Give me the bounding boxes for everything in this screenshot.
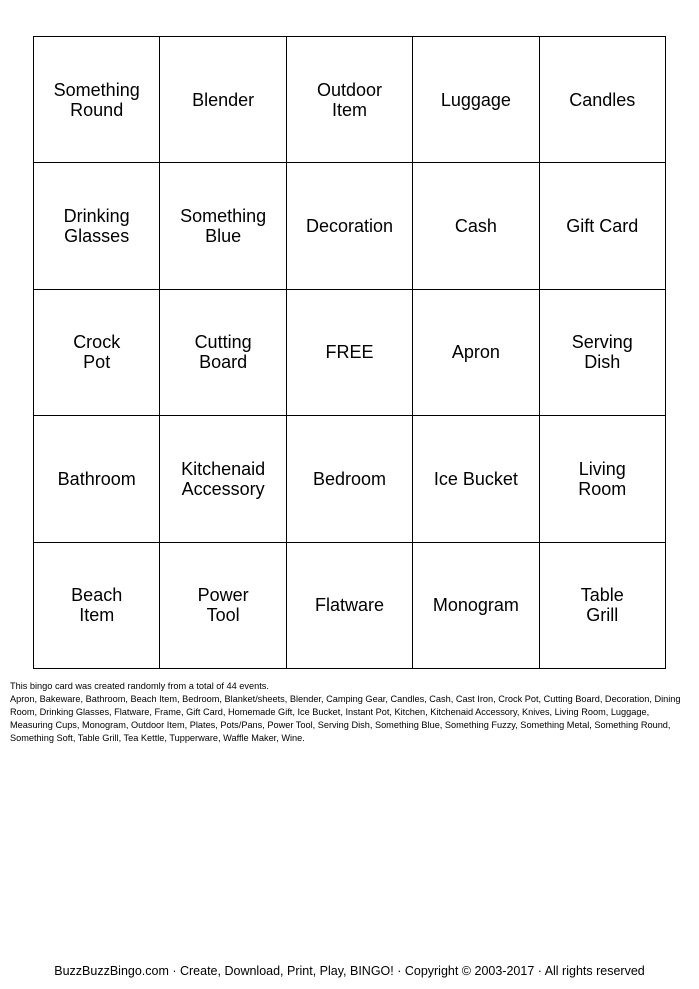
bingo-cell-r2c1: Drinking Glasses [34,163,160,289]
bingo-cell-r5c4: Monogram [413,543,539,669]
bingo-cell-r3c2: Cutting Board [160,290,286,416]
bingo-cell-r4c1: Bathroom [34,416,160,542]
bingo-cell-r3c5: Serving Dish [540,290,666,416]
bingo-cell-r3c1: Crock Pot [34,290,160,416]
bingo-cell-r1c4: Luggage [413,37,539,163]
bingo-cell-r5c1: Beach Item [34,543,160,669]
bingo-cell-r2c4: Cash [413,163,539,289]
bingo-cell-r5c5: Table Grill [540,543,666,669]
bingo-cell-r3c4: Apron [413,290,539,416]
bingo-cell-r4c3: Bedroom [287,416,413,542]
bingo-cell-r1c5: Candles [540,37,666,163]
bingo-cell-r2c2: Something Blue [160,163,286,289]
bingo-cell-r1c2: Blender [160,37,286,163]
bingo-cell-r5c2: Power Tool [160,543,286,669]
bingo-cell-r4c5: Living Room [540,416,666,542]
bingo-cell-r1c3: Outdoor Item [287,37,413,163]
event-list: Apron, Bakeware, Bathroom, Beach Item, Bedroom, Blanket/sheets, Blender, Camping Gear, Candles, Cash, Cast Iron, Crock Pot, Cutting Board, Decoration, Dining Room, Drinking Glasses, Flatware, Frame, Gift Card, Homemade Gift, Ice Bucket, Instant Pot, Kitchen, Kitchenaid Accessory, Knives, Living Room, Luggage, Measuring Cups, Monogram, Outdoor Item, Plates, Pots/Pans, Power Tool, Serving Dish, Something Blue, Something Fuzzy, Something Metal, Something Round, Something Soft, Table Grill, Tea Kettle, Tupperware, Waffle Maker, Wine. [10,694,681,743]
bingo-cell-free-space: FREE [287,290,413,416]
card-generation-note: This bingo card was created randomly from a total of 44 events. [10,681,269,691]
bingo-cell-r2c3: Decoration [287,163,413,289]
site-footer: BuzzBuzzBingo.com · Create, Download, Print, Play, BINGO! · Copyright © 2003-2017 · All rights reserved [54,964,645,978]
bingo-card-grid [33,36,666,669]
bingo-cell-r4c2: Kitchenaid Accessory [160,416,286,542]
bingo-cell-r2c5: Gift Card [540,163,666,289]
bingo-cell-r1c1: Something Round [34,37,160,163]
bingo-cell-r4c4: Ice Bucket [413,416,539,542]
bingo-cell-r5c3: Flatware [287,543,413,669]
